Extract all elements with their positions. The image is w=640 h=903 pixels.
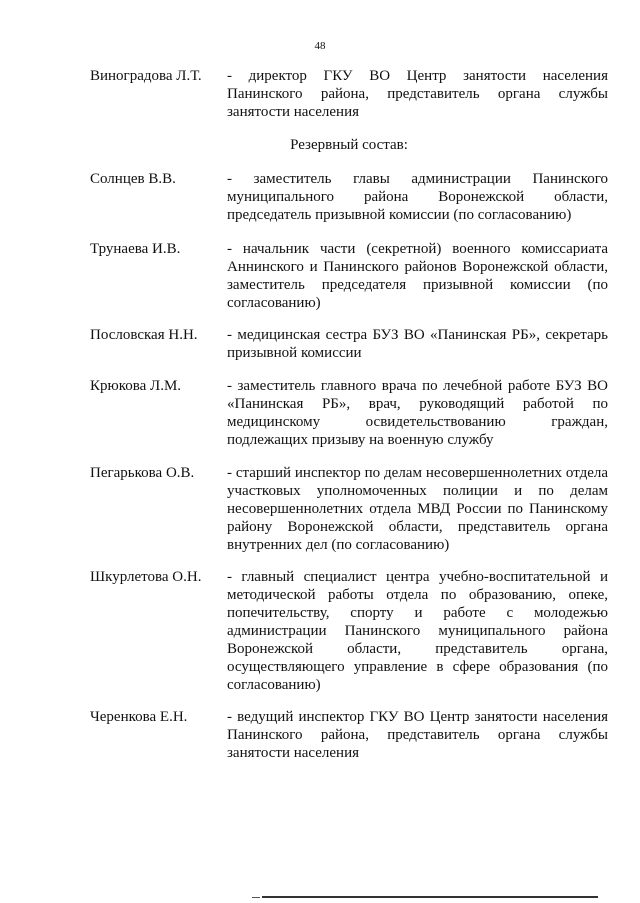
member-entry — [90, 708, 610, 762]
footer-rule — [262, 896, 598, 898]
member-name: Шкурлетова О.Н. — [90, 569, 202, 585]
member-entry — [90, 464, 610, 554]
member-name: Черенкова Е.Н. — [90, 709, 188, 725]
member-entry — [90, 170, 610, 224]
member-entry — [90, 67, 610, 121]
member-name: Трунаева И.В. — [90, 241, 181, 257]
member-name: Виноградова Л.Т. — [90, 68, 202, 84]
page-number: 48 — [314, 40, 326, 52]
member-name: Крюкова Л.М. — [90, 378, 182, 394]
member-description: - директор ГКУ ВО Центр занятости населения Панинского района, представитель органа службы занятости населения — [227, 68, 608, 120]
member-entry — [90, 240, 610, 312]
member-description: - главный специалист центра учебно-воспитательной и методической работы отдела по образованию, опеке, попечительству, спорту и работе с молодежью администрации Панинского муниципального района Воронежской области, представитель органа, осуществляющего управление в сфере образования (по согласованию) — [227, 569, 608, 693]
member-description: - заместитель главного врача по лечебной работе БУЗ ВО «Панинская РБ», врач, руководящий работой по медицинскому освидетельствованию граждан, подлежащих призыву на военную службу — [227, 378, 608, 448]
member-description: - ведущий инспектор ГКУ ВО Центр занятости населения Панинского района, представитель органа службы занятости населения — [227, 709, 608, 761]
member-entry — [90, 326, 610, 362]
member-description: - старший инспектор по делам несовершеннолетних отдела участковых уполномоченных полиции и по делам несовершеннолетних отдела МВД России по Панинскому району Воронежской области, представитель органа внутренних дел (по согласованию) — [227, 465, 608, 553]
member-name: Пословская Н.Н. — [90, 327, 198, 343]
member-name: Пегарькова О.В. — [90, 465, 195, 481]
member-entry — [90, 568, 610, 694]
footer-rule-tick — [252, 897, 260, 898]
reserve-heading: Резервный состав: — [290, 137, 408, 153]
member-description: - начальник части (секретной) военного комиссариата Аннинского и Панинского районов Воронежской области, заместитель председателя призывной комиссии (по согласованию) — [227, 241, 608, 311]
member-description: - медицинская сестра БУЗ ВО «Панинская РБ», секретарь призывной комиссии — [227, 327, 608, 361]
member-entry — [90, 377, 610, 449]
member-name: Солнцев В.В. — [90, 171, 176, 187]
member-description: - заместитель главы администрации Панинского муниципального района Воронежской области, председатель призывной комиссии (по согласованию) — [227, 171, 608, 223]
